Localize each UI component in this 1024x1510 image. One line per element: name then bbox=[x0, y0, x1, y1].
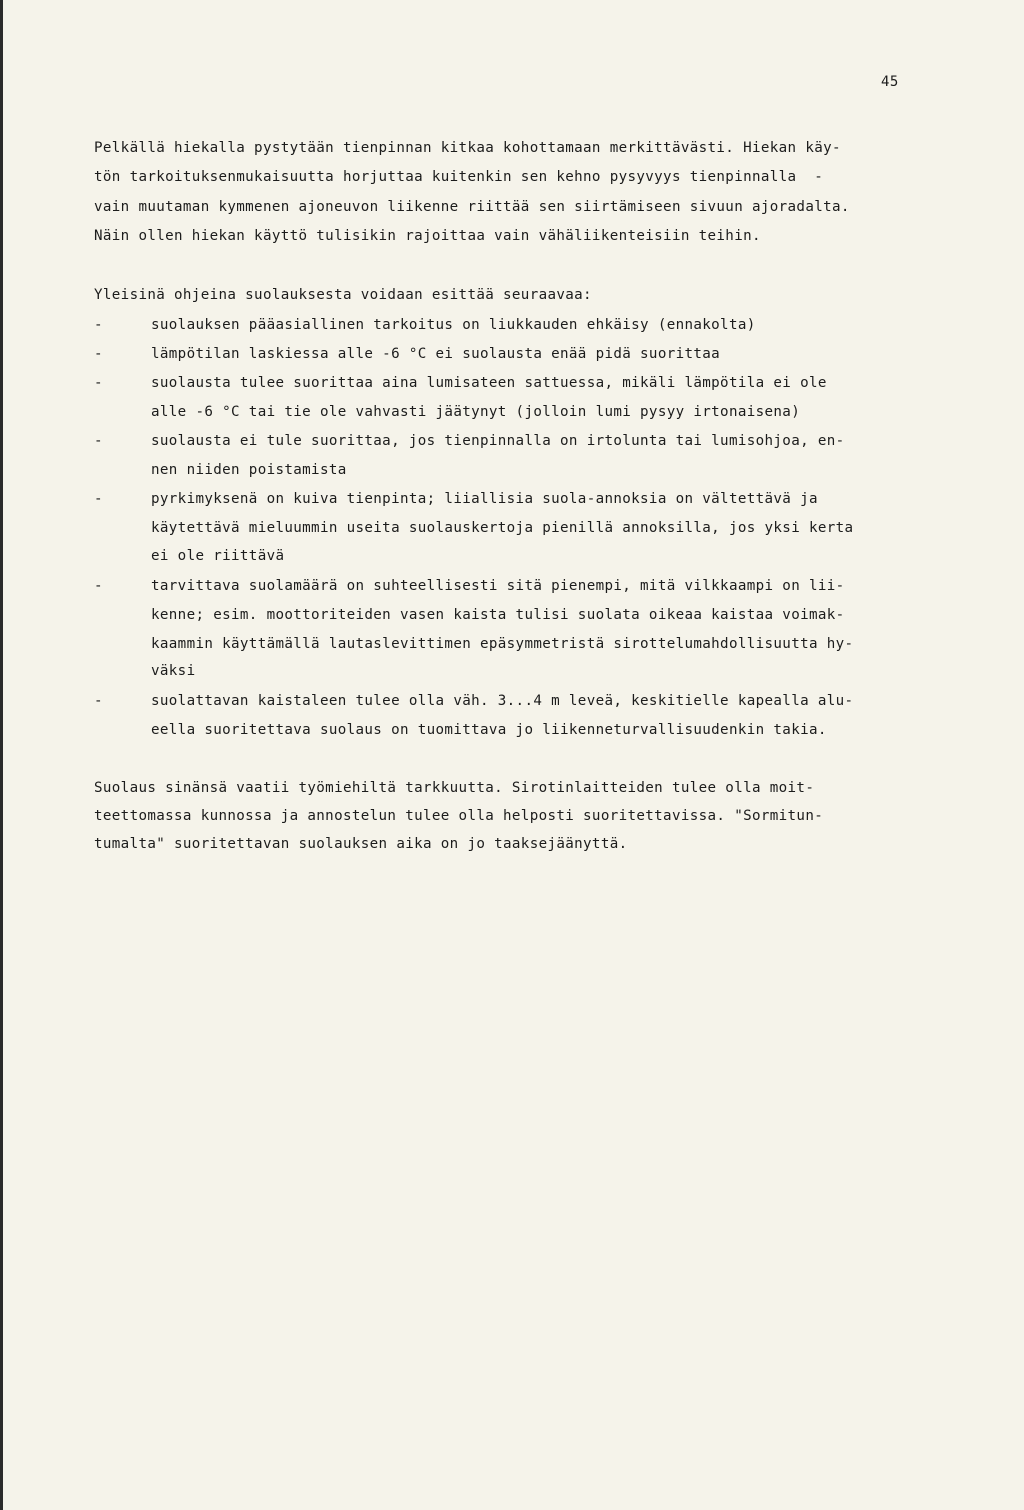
list-item-line: eella suoritettava suolaus on tuomittava jo liikenneturvallisuudenkin takia. bbox=[151, 722, 827, 738]
text-line: tumalta" suoritettavan suolauksen aika on jo taaksejäänyttä. bbox=[94, 836, 628, 852]
list-dash: - bbox=[94, 578, 103, 594]
list-dash: - bbox=[94, 693, 103, 709]
list-item-line: suolausta tulee suorittaa aina lumisateen sattuessa, mikäli lämpötila ei ole bbox=[151, 375, 827, 391]
list-item-line: suolausta ei tule suorittaa, jos tienpinnalla on irtolunta tai lumisohjoa, en- bbox=[151, 433, 845, 449]
list-item-line: alle -6 °C tai tie ole vahvasti jäätynyt (jolloin lumi pysyy irtonaisena) bbox=[151, 404, 801, 420]
page-number: 45 bbox=[881, 74, 899, 90]
list-dash: - bbox=[94, 375, 103, 391]
list-item-line: suolattavan kaistaleen tulee olla väh. 3...4 m leveä, keskitielle kapealla alu- bbox=[151, 693, 854, 709]
list-item-line: pyrkimyksenä on kuiva tienpinta; liiallisia suola-annoksia on vältettävä ja bbox=[151, 491, 818, 507]
list-item-line: kenne; esim. moottoriteiden vasen kaista tulisi suolata oikeaa kaistaa voimak- bbox=[151, 607, 845, 623]
list-item-line: lämpötilan laskiessa alle -6 °C ei suolausta enää pidä suorittaa bbox=[151, 346, 721, 362]
list-item-line: ei ole riittävä bbox=[151, 548, 285, 564]
list-dash: - bbox=[94, 491, 103, 507]
list-item-line: nen niiden poistamista bbox=[151, 462, 347, 478]
list-item-line: väksi bbox=[151, 663, 196, 679]
list-item-line: käytettävä mieluummin useita suolauskertoja pienillä annoksilla, jos yksi kerta bbox=[151, 520, 854, 536]
text-line: Näin ollen hiekan käyttö tulisikin rajoittaa vain vähäliikenteisiin teihin. bbox=[94, 228, 761, 244]
list-item-line: kaammin käyttämällä lautaslevittimen epäsymmetristä sirottelumahdollisuutta hy- bbox=[151, 636, 854, 652]
list-item-line: tarvittava suolamäärä on suhteellisesti sitä pienempi, mitä vilkkaampi on lii- bbox=[151, 578, 845, 594]
list-item-line: suolauksen pääasiallinen tarkoitus on liukkauden ehkäisy (ennakolta) bbox=[151, 317, 756, 333]
text-line: Suolaus sinänsä vaatii työmiehiltä tarkkuutta. Sirotinlaitteiden tulee olla moit- bbox=[94, 780, 815, 796]
text-line: Pelkällä hiekalla pystytään tienpinnan kitkaa kohottamaan merkittävästi. Hiekan käy- bbox=[94, 140, 841, 156]
scan-edge bbox=[0, 0, 3, 1510]
list-dash: - bbox=[94, 433, 103, 449]
list-dash: - bbox=[94, 346, 103, 362]
list-intro: Yleisinä ohjeina suolauksesta voidaan esittää seuraavaa: bbox=[94, 287, 592, 303]
list-dash: - bbox=[94, 317, 103, 333]
text-line: tön tarkoituksenmukaisuutta horjuttaa kuitenkin sen kehno pysyvyys tienpinnalla - bbox=[94, 169, 824, 185]
text-line: teettomassa kunnossa ja annostelun tulee olla helposti suoritettavissa. "Sormitun- bbox=[94, 808, 824, 824]
text-line: vain muutaman kymmenen ajoneuvon liikenne riittää sen siirtämiseen sivuun ajoradalta. bbox=[94, 199, 850, 215]
